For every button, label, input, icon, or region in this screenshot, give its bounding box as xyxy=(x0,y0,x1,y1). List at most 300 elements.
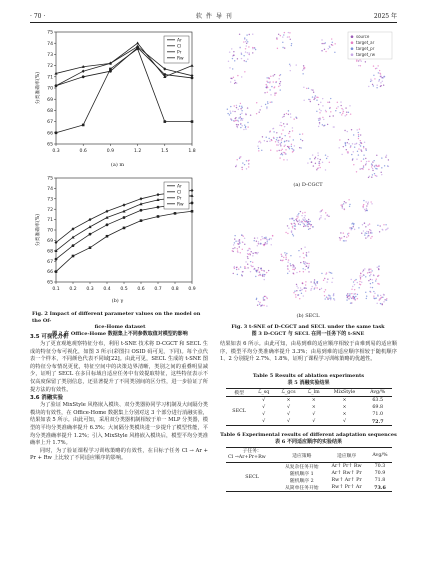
tsne-point xyxy=(305,262,306,263)
tsne-point xyxy=(353,151,354,152)
tsne-point xyxy=(233,273,234,274)
tsne-point xyxy=(299,256,300,257)
right-column-text xyxy=(220,341,397,364)
tsne-point xyxy=(351,228,352,229)
tsne-point xyxy=(381,157,382,158)
tsne-point xyxy=(371,270,372,271)
tsne-point xyxy=(342,206,343,207)
tsne-point xyxy=(232,250,233,251)
tsne-point xyxy=(379,299,380,300)
tsne-point xyxy=(306,266,307,267)
tsne-point xyxy=(270,76,271,77)
tsne-point xyxy=(377,267,378,268)
tsne-point xyxy=(363,207,364,208)
tsne-point xyxy=(302,282,303,283)
tsne-point xyxy=(358,138,359,139)
tsne-point xyxy=(275,141,276,142)
data-point xyxy=(106,223,109,226)
tsne-point xyxy=(334,43,335,44)
fig3-caption xyxy=(218,324,398,337)
tsne-point xyxy=(258,111,259,112)
tsne-point xyxy=(376,87,377,88)
tsne-point xyxy=(246,39,247,40)
tsne-point xyxy=(245,267,246,268)
tsne-point xyxy=(276,39,277,40)
tsne-point xyxy=(354,143,355,144)
tsne-point xyxy=(372,168,373,169)
tsne-point xyxy=(321,50,322,51)
tsne-point xyxy=(284,141,285,142)
tsne-point xyxy=(310,101,311,102)
tsne-point xyxy=(256,241,257,242)
tsne-point xyxy=(310,225,311,226)
table5-header-llm: ℒ_lm xyxy=(302,389,326,397)
tsne-point xyxy=(295,228,296,229)
fig3-caption-cn: 图 3 D-CGCT 与 SECL 在同一任务下的 t-SNE xyxy=(251,330,365,337)
tsne-point xyxy=(237,274,238,275)
tsne-point xyxy=(354,289,355,290)
tsne-point xyxy=(373,291,374,292)
tsne-point xyxy=(364,234,365,235)
tsne-point xyxy=(340,101,341,102)
tsne-point xyxy=(292,130,293,131)
tsne-point xyxy=(363,154,364,155)
tsne-point xyxy=(319,289,320,290)
tsne-point xyxy=(370,269,371,270)
tsne-point xyxy=(325,212,326,213)
tsne-point xyxy=(282,154,283,155)
tsne-point xyxy=(382,297,383,298)
table-cell: × xyxy=(342,405,347,410)
tsne-point xyxy=(344,201,345,202)
tsne-point xyxy=(346,237,347,238)
tsne-point xyxy=(288,228,289,229)
tsne-point xyxy=(358,287,359,288)
tsne-point xyxy=(235,120,236,121)
tsne-point xyxy=(258,150,259,151)
tsne-point xyxy=(256,298,257,299)
table-cell: √ xyxy=(262,405,266,410)
tsne-point xyxy=(269,89,270,90)
tsne-point xyxy=(240,114,241,115)
tsne-point xyxy=(260,142,261,143)
tsne-point xyxy=(370,272,371,273)
tsne-point xyxy=(327,214,328,215)
tsne-point xyxy=(363,166,364,167)
tsne-point xyxy=(263,297,264,298)
tsne-point xyxy=(371,232,372,233)
tsne-point xyxy=(329,162,330,163)
tsne-point xyxy=(312,89,313,90)
tsne-point xyxy=(322,124,323,125)
tsne-point xyxy=(271,238,272,239)
tsne-point xyxy=(258,301,259,302)
tsne-point xyxy=(267,241,268,242)
tsne-point xyxy=(376,85,377,86)
tsne-point xyxy=(381,174,382,175)
tsne-point xyxy=(369,229,370,230)
tsne-point xyxy=(286,140,287,141)
tsne-point xyxy=(377,65,378,66)
tsne-point xyxy=(270,102,271,103)
tsne-point xyxy=(326,111,327,112)
tsne-point xyxy=(264,238,265,239)
chart-a xyxy=(30,28,205,160)
tsne-point xyxy=(320,217,321,218)
tsne-point xyxy=(266,272,267,273)
tsne-point xyxy=(325,274,326,275)
tsne-point xyxy=(359,144,360,145)
tsne-point xyxy=(316,287,317,288)
table-cell-best: 72.7 xyxy=(363,418,392,426)
tsne-point xyxy=(345,143,346,144)
tsne-point xyxy=(304,221,305,222)
tsne-point xyxy=(240,108,241,109)
tsne-point xyxy=(330,299,331,300)
tsne-point xyxy=(258,243,259,244)
tsne-point xyxy=(287,273,288,274)
table-cell: 71.0 xyxy=(372,412,384,417)
x-tick-label: 0.9 xyxy=(106,149,115,154)
tsne-point xyxy=(288,133,289,134)
tsne-point xyxy=(236,267,237,268)
tsne-point xyxy=(299,298,300,299)
tsne-point xyxy=(370,287,371,288)
tsne-point xyxy=(347,152,348,153)
tsne-point xyxy=(293,139,294,140)
tsne-point xyxy=(386,298,387,299)
tsne-point xyxy=(360,272,361,273)
data-point xyxy=(89,233,92,236)
tsne-point xyxy=(237,127,238,128)
tsne-point xyxy=(286,253,287,254)
tsne-point xyxy=(358,154,359,155)
tsne-point xyxy=(282,129,283,130)
tsne-point xyxy=(277,140,278,141)
tsne-legend-entry: target_ar xyxy=(356,40,375,45)
data-point xyxy=(174,212,177,215)
y-tick-label: 75 xyxy=(47,176,53,182)
tsne-point xyxy=(361,150,362,151)
tsne-point xyxy=(288,259,289,260)
section-3-6-title: 3.6 消融实验 xyxy=(30,395,63,402)
tsne-point xyxy=(366,205,367,206)
table6-header-avg: Avg/% xyxy=(368,448,392,463)
tsne-point xyxy=(361,160,362,161)
data-point xyxy=(123,227,126,230)
tsne-point xyxy=(379,298,380,299)
tsne-point xyxy=(367,224,368,225)
tsne-point xyxy=(346,299,347,300)
x-tick-label: 0.7 xyxy=(154,287,162,292)
y-tick-label: 75 xyxy=(47,30,53,36)
tsne-point xyxy=(288,114,289,115)
tsne-point xyxy=(262,136,263,137)
tsne-point xyxy=(358,148,359,149)
tsne-point xyxy=(309,224,310,225)
tsne-point xyxy=(242,162,243,163)
tsne-point xyxy=(368,268,369,269)
tsne-point xyxy=(348,233,349,234)
tsne-point xyxy=(355,296,356,297)
tsne-point xyxy=(364,209,365,210)
tsne-point xyxy=(332,42,333,43)
data-point xyxy=(89,218,92,221)
tsne-point xyxy=(281,142,282,143)
data-point xyxy=(55,132,58,135)
tsne-point xyxy=(257,237,258,238)
tsne-point xyxy=(297,287,298,288)
tsne-point xyxy=(296,64,297,65)
tsne-legend-entry: target_pr xyxy=(356,46,375,51)
tsne-point xyxy=(386,155,387,156)
tsne-point xyxy=(258,275,259,276)
tsne-point xyxy=(266,137,267,138)
tsne-point xyxy=(363,275,364,276)
y-axis-label: 分类准确率(%) xyxy=(36,213,41,247)
tsne-point xyxy=(305,269,306,270)
tsne-point xyxy=(278,144,279,145)
tsne-point xyxy=(247,52,248,53)
tsne-point xyxy=(380,73,381,74)
x-tick-label: 0.3 xyxy=(86,287,94,292)
tsne-point xyxy=(291,232,292,233)
tsne-plot-secl xyxy=(220,194,396,312)
tsne-point xyxy=(374,78,375,79)
tsne-point xyxy=(342,109,343,110)
tsne-point xyxy=(319,112,320,113)
tsne-point xyxy=(255,49,256,50)
tsne-point xyxy=(280,89,281,90)
tsne-point xyxy=(376,279,377,280)
tsne-point xyxy=(357,282,358,283)
series-line-ar xyxy=(56,211,192,271)
tsne-point xyxy=(382,81,383,82)
tsne-point xyxy=(290,255,291,256)
tsne-point xyxy=(375,280,376,281)
tsne-point xyxy=(345,145,346,146)
tsne-point xyxy=(281,256,282,257)
tsne-point xyxy=(292,269,293,270)
tsne-point xyxy=(247,107,248,108)
tsne-point xyxy=(277,48,278,49)
tsne-point xyxy=(303,87,304,88)
tsne-point xyxy=(241,58,242,59)
tsne-point xyxy=(323,43,324,44)
tsne-point xyxy=(280,81,281,82)
journal-year: 2025 年 xyxy=(373,13,397,20)
tsne-point xyxy=(353,281,354,282)
tsne-point xyxy=(236,269,237,270)
data-point xyxy=(136,42,139,45)
tsne-point xyxy=(308,224,309,225)
tsne-point xyxy=(324,295,325,296)
tsne-point xyxy=(384,299,385,300)
tsne-point xyxy=(333,115,334,116)
tsne-point xyxy=(229,51,230,52)
table5-title-cn: 表 5 消融实验结果 xyxy=(287,379,330,386)
tsne-point xyxy=(327,298,328,299)
tsne-point xyxy=(302,140,303,141)
tsne-point xyxy=(316,100,317,101)
tsne-point xyxy=(352,143,353,144)
tsne-point xyxy=(246,45,247,46)
tsne-point xyxy=(244,164,245,165)
tsne-point xyxy=(239,47,240,48)
tsne-point xyxy=(318,120,319,121)
table-cell: × xyxy=(311,398,316,403)
section-3-6-paragraph-1: 为了验证 MixStyle 风格嵌入模块、双分类器协同学习机制及大间隔分类模块的有效性，在 Office-Home 数据集上分别对这 3 个部分进行消融实验，结果如表 5 所示。由此可知，采用双分类器机制相较于单一 MLP 分类器，模型的平均分类准确率提升 6.3%；大间隔分类模块进一步提升了模型性能，平均分类准确率提升 1.2%；引入 MixStyle 风格嵌入模块后，模型平均分类准确率上升 1.7%。 xyxy=(30,402,208,447)
table-cell: √ xyxy=(302,418,326,426)
tsne-point xyxy=(244,60,245,61)
tsne-point xyxy=(383,301,384,302)
fig3-subcaption-a: (a) D-CGCT xyxy=(293,182,323,188)
tsne-point xyxy=(270,94,271,95)
tsne-point xyxy=(239,239,240,240)
tsne-point xyxy=(284,152,285,153)
tsne-point xyxy=(261,106,262,107)
tsne-point xyxy=(249,52,250,53)
tsne-point xyxy=(363,270,364,271)
data-point xyxy=(191,189,194,192)
tsne-point xyxy=(237,252,238,253)
tsne-point xyxy=(279,136,280,137)
tsne-point xyxy=(246,160,247,161)
tsne-point xyxy=(318,126,319,127)
tsne-point xyxy=(348,235,349,236)
tsne-point xyxy=(306,254,307,255)
tsne-point xyxy=(258,267,259,268)
chart-b xyxy=(30,174,205,296)
tsne-point xyxy=(368,231,369,232)
tsne-point xyxy=(254,237,255,238)
tsne-point xyxy=(288,140,289,141)
tsne-point xyxy=(364,142,365,143)
tsne-point xyxy=(350,302,351,303)
tsne-point xyxy=(234,266,235,267)
tsne-point xyxy=(273,75,274,76)
tsne-point xyxy=(331,38,332,39)
tsne-point xyxy=(276,132,277,133)
tsne-point xyxy=(370,279,371,280)
tsne-point xyxy=(274,74,275,75)
tsne-point xyxy=(301,248,302,249)
tsne-point xyxy=(279,125,280,126)
tsne-point xyxy=(241,76,242,77)
tsne-point xyxy=(238,243,239,244)
tsne-point xyxy=(368,202,369,203)
tsne-point xyxy=(264,270,265,271)
tsne-point xyxy=(234,235,235,236)
tsne-point xyxy=(251,251,252,252)
tsne-point xyxy=(385,156,386,157)
tsne-point xyxy=(292,151,293,152)
section-3-5-paragraph: 为了更直观地观察特征分布，利用 t-SNE 技术将 D-CGCT 和 SECL 生成的特征分布可视化，如图 3 所示(彩图扫 OSID 码可见，下同)。每个点代表一个样本，不同颜色代表不同域[22]。由此可见，SECL 生成的 t-SNE 图的特征分布情况更优，特征空间中的决策边界清晰，类别之间的重叠明显减少，证明了 SECL 在多目标域自适应任务中有效提取特征，这些特征表示不仅高度保留了类别信息，还显著提升了不同类别间的区分性，进一步验证了所提方法的有效性。 xyxy=(30,341,208,393)
tsne-point xyxy=(302,133,303,134)
tsne-point xyxy=(304,264,305,265)
data-point xyxy=(191,202,194,205)
tsne-point xyxy=(333,295,334,296)
data-point xyxy=(55,258,58,261)
tsne-point xyxy=(317,168,318,169)
tsne-point xyxy=(330,98,331,99)
tsne-point xyxy=(334,52,335,53)
x-tick-label: 0.6 xyxy=(79,149,87,154)
tsne-point xyxy=(363,147,364,148)
tsne-point xyxy=(356,171,357,172)
y-tick-label: 74 xyxy=(47,41,53,47)
tsne-point xyxy=(266,77,267,78)
tsne-legend-entry: source xyxy=(356,34,370,39)
tsne-point xyxy=(347,142,348,143)
tsne-point xyxy=(355,293,356,294)
tsne-point xyxy=(370,230,371,231)
tsne-point xyxy=(367,272,368,273)
tsne-point xyxy=(245,51,246,52)
tsne-point xyxy=(271,140,272,141)
tsne-point xyxy=(369,176,370,177)
tsne-point xyxy=(351,154,352,155)
tsne-point xyxy=(235,166,236,167)
tsne-point xyxy=(288,32,289,33)
tsne-point xyxy=(323,280,324,281)
table-cell: 从复杂任务开始 xyxy=(284,465,319,470)
tsne-point xyxy=(287,36,288,37)
tsne-point xyxy=(362,271,363,272)
tsne-point xyxy=(264,296,265,297)
journal-title: 软 件 导 刊 xyxy=(196,13,233,20)
table5-header-model: 模型 xyxy=(226,389,252,397)
tsne-point xyxy=(327,279,328,280)
tsne-point xyxy=(247,253,248,254)
tsne-point xyxy=(248,166,249,167)
tsne-point xyxy=(244,266,245,267)
tsne-point xyxy=(243,55,244,56)
fig2-caption-cn: 图 2 在 Office-Home 数据集上不同参数取值对模型的影响 xyxy=(52,330,188,337)
tsne-point xyxy=(286,123,287,124)
tsne-point xyxy=(366,161,367,162)
tsne-point xyxy=(348,139,349,140)
tsne-point xyxy=(240,119,241,120)
tsne-point xyxy=(255,270,256,271)
tsne-point xyxy=(291,43,292,44)
data-point xyxy=(191,74,194,77)
tsne-point xyxy=(303,220,304,221)
tsne-point xyxy=(358,60,359,61)
tsne-point xyxy=(248,163,249,164)
tsne-point xyxy=(369,291,370,292)
tsne-point xyxy=(273,131,274,132)
data-point xyxy=(140,219,143,222)
tsne-point xyxy=(317,97,318,98)
tsne-point xyxy=(293,273,294,274)
tsne-point xyxy=(260,305,261,306)
tsne-point xyxy=(339,112,340,113)
tsne-point xyxy=(276,92,277,93)
tsne-point xyxy=(245,261,246,262)
tsne-point xyxy=(306,88,307,89)
tsne-point xyxy=(278,86,279,87)
tsne-point xyxy=(245,114,246,115)
tsne-point xyxy=(287,233,288,234)
tsne-point xyxy=(284,252,285,253)
tsne-point xyxy=(365,158,366,159)
tsne-point xyxy=(373,75,374,76)
y-tick-label: 66 xyxy=(47,131,53,137)
tsne-point xyxy=(378,165,379,166)
tsne-point xyxy=(360,140,361,141)
tsne-point xyxy=(346,149,347,150)
